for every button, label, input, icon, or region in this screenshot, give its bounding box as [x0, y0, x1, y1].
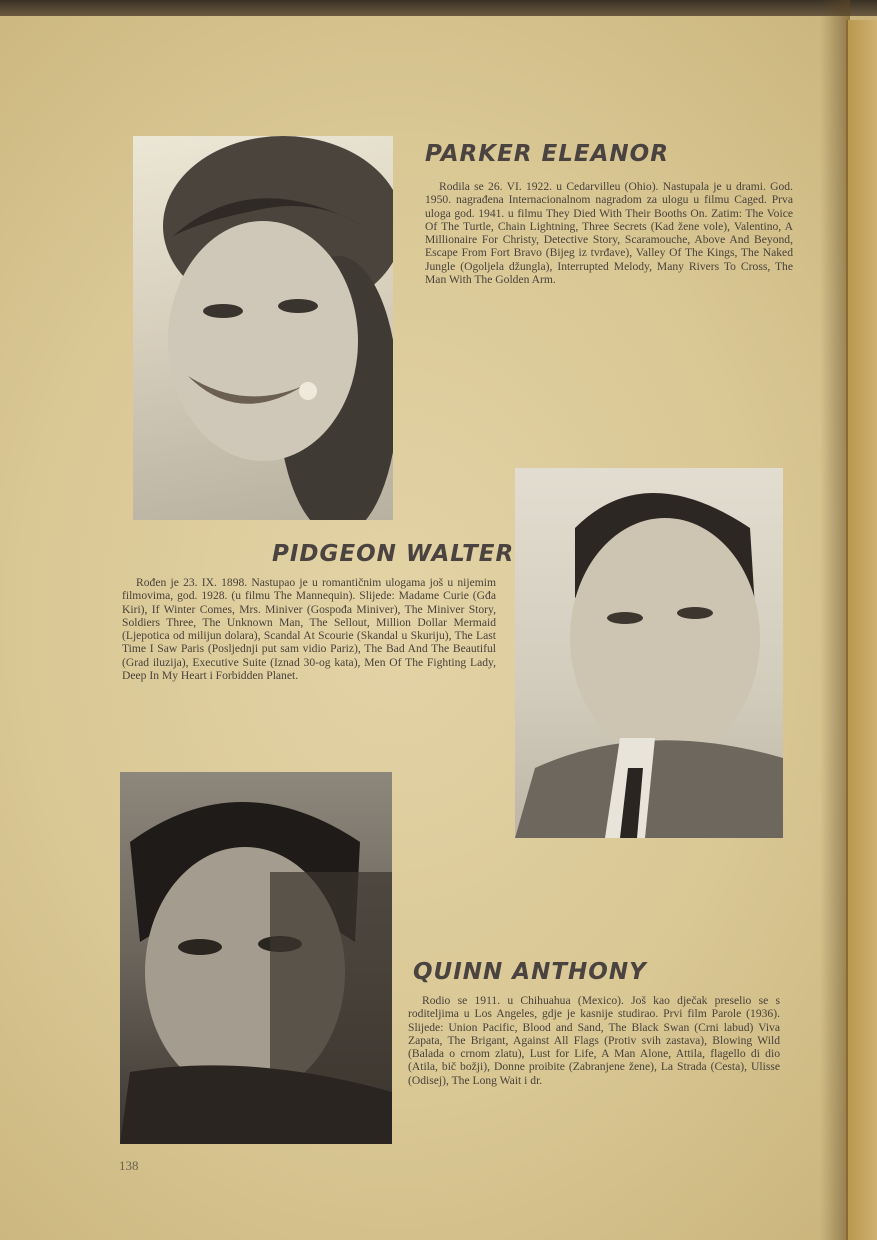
entry-heading-parker: PARKER ELEANOR — [425, 141, 669, 167]
pidgeon-walter-photo — [515, 468, 783, 838]
page-number: 138 — [119, 1158, 139, 1173]
adjacent-page-edge — [846, 20, 877, 1240]
page-top-edge — [0, 0, 877, 16]
entry-heading-quinn: QUINN ANTHONY — [413, 959, 647, 985]
entry-bio-pidgeon: Rođen je 23. IX. 1898. Nastupao je u romantičnim ulogama još u nijemim filmovima, god. 1928. (u filmu The Mannequin). Slijede: Madame Curie (Gđa Kiri), If Winter Comes, Mrs. Miniver (Gospođa Miniver), The Miniver Story, Soldiers Three, The Unknown Man, The Sellout, Million Dollar Mermaid (Ljepotica od milijun dolara), Scandal At Scourie (Skandal u Skuriju), The Last Time I Saw Paris (Posljednji put sam vidio Pariz), The Bad And The Beautiful (Grad iluzija), Executive Suite (Iznad 30-og kata), Men Of The Fighting Lady, Deep In My Heart i Forbidden Planet. — [122, 576, 496, 683]
parker-eleanor-photo — [133, 136, 393, 520]
quinn-anthony-photo — [120, 772, 392, 1144]
entry-bio-quinn: Rodio se 1911. u Chihuahua (Mexico). Još kao dječak preselio se s roditeljima u Los Angeles, gdje je kasnije studirao. Prvi film Parole (1936). Slijede: Union Pacific, Blood and Sand, The Black Swan (Crni labud) Viva Zapata, The Brigant, Against All Flags (Protiv svih zastava), Blowing Wild (Balada o crnom zlatu), Lust for Life, A Man Alone, Attila, flagello di dio (Atila, bič božji), Donne proibite (Zabranjene žene), La Strada (Cesta), Ulisse (Odisej), The Long Wait i dr. — [408, 994, 780, 1087]
entry-heading-pidgeon: PIDGEON WALTER — [272, 541, 515, 567]
entry-bio-parker: Rodila se 26. VI. 1922. u Cedarvilleu (Ohio). Nastupala je u drami. God. 1950. nagrađena Internacionalnom nagradom za ulogu u filmu Caged. Prva uloga god. 1941. u filmu They Died With Their Booths On. Zatim: The Voice Of The Turtle, Chain Lightning, Three Secrets (Kad žene vole), Valentino, A Millionaire For Christy, Detective Story, Scaramouche, Above And Beyond, Escape From Fort Bravo (Bijeg iz tvrđave), Valley Of The Kings, The Naked Jungle (Ogoljela džungla), Interrupted Melody, Many Rivers To Cross, The Man With The Golden Arm. — [425, 180, 793, 287]
